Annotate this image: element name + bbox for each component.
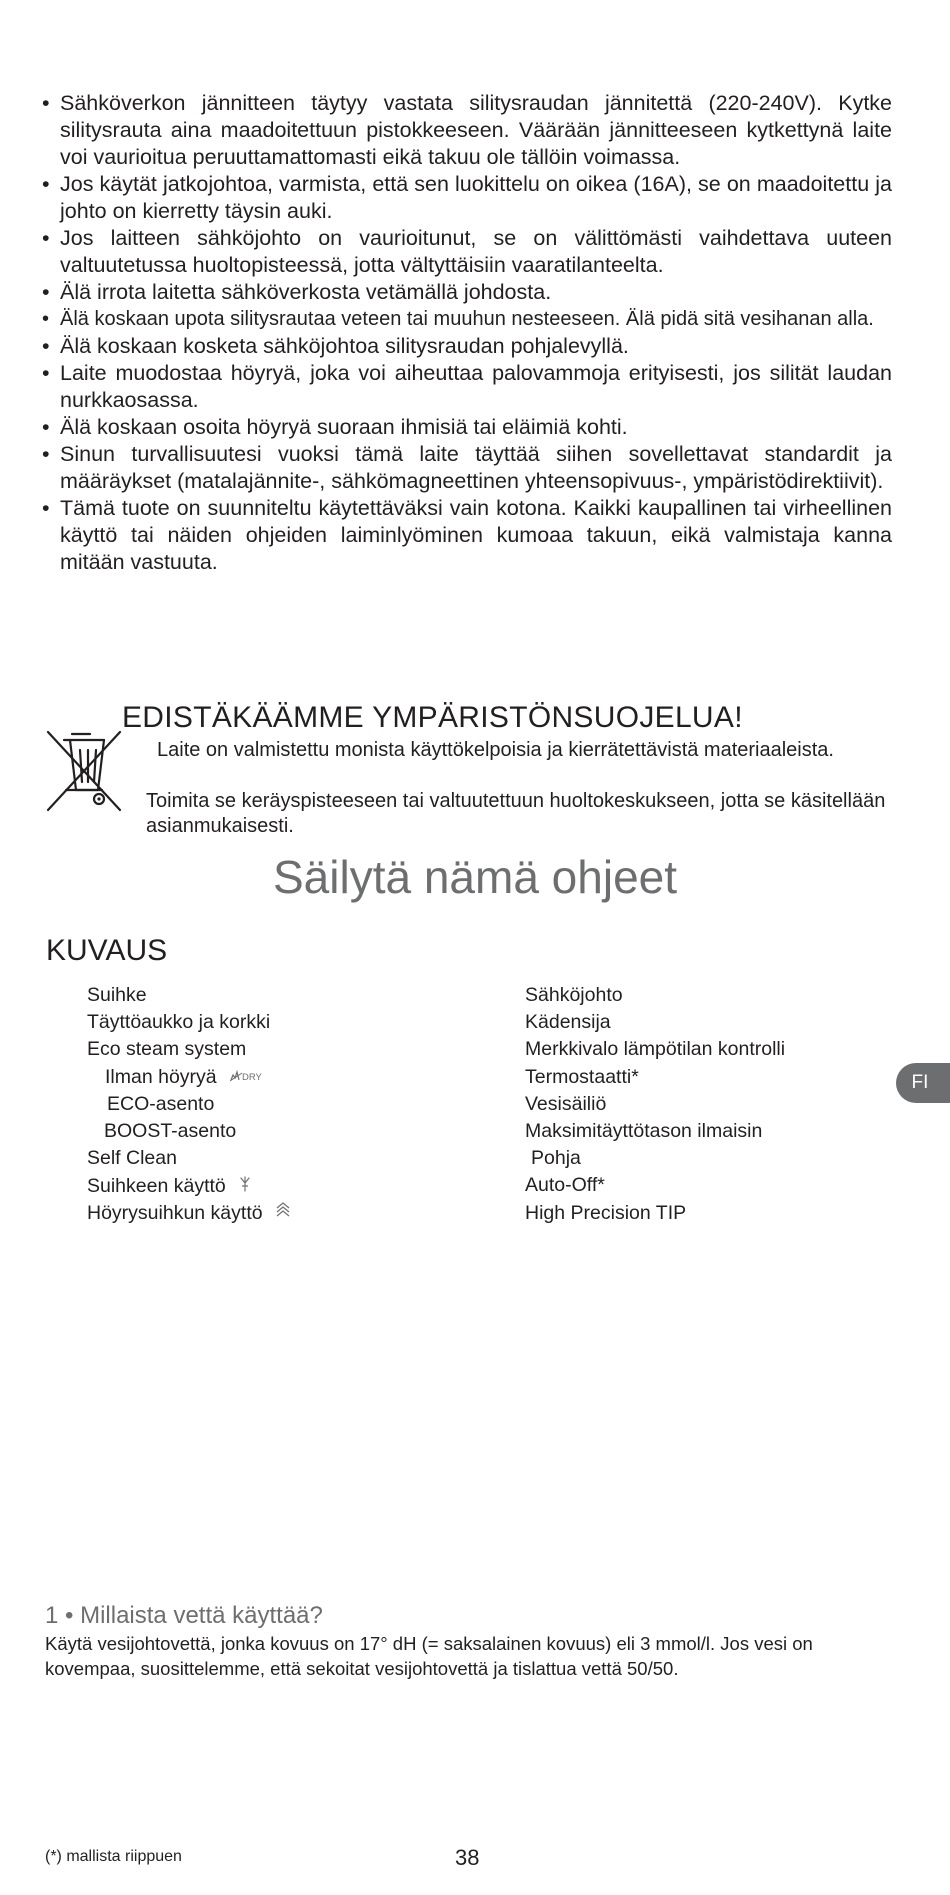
environment-heading: EDISTÄKÄÄMME YMPÄRISTÖNSUOJELUA! [122,701,743,734]
list-item [87,982,487,1009]
part-label: Self Clean [87,1147,177,1170]
list-item: • Sinun turvallisuutesi vuoksi tämä laite täyttää siihen sovellettavat standardit ja määräykset (matalajännite-, sähkömagneettinen yhteensopivuus-, ympäristödirektiivit). [42,441,892,495]
list-item: • Älä koskaan kosketa sähköjohtoa silitysraudan pohjalevyllä. [42,333,892,360]
parts-list-left [87,982,487,1228]
part-label: Täyttöaukko ja korkki [87,1011,271,1034]
spray-icon [239,1173,251,1200]
part-label: Suihke [87,984,147,1006]
list-item [87,1145,487,1172]
list-item [87,1173,487,1200]
dry-steam-icon [230,1064,272,1091]
list-item: • Jos käytät jatkojohtoa, varmista, että sen luokittelu on oikea (16A), se on maadoitettu ja johto on kierretty täysin auki. [42,171,892,225]
list-item [87,1064,487,1091]
list-item [87,1036,487,1063]
dry-label: DRY [242,1071,262,1083]
list-item [87,1009,487,1036]
list-item: • Älä irrota laitetta sähköverkosta vetämällä johdosta. [42,279,892,306]
steam-burst-icon [276,1200,290,1227]
list-item: Kädensija [525,1011,611,1034]
list-item: Auto-Off* [525,1174,605,1197]
list-item: High Precision TIP [525,1201,687,1224]
parts-list-right [525,982,905,1227]
part-label: Ilman höyryä [105,1065,217,1088]
safety-instructions-list [42,90,892,576]
list-item: Maksimitäyttötason ilmaisin [525,1120,763,1143]
part-label: Höyrysuihkun käyttö [87,1202,263,1225]
list-item: • Älä koskaan osoita höyryä suoraan ihmisiä tai eläimiä kohti. [42,414,892,441]
list-item [87,1118,487,1145]
description-title: KUVAUS [46,934,168,967]
crossed-out-wheelie-bin-icon [44,728,124,814]
list-item: Termostaatti* [525,1065,639,1088]
water-section-body: Käytä vesijohtovettä, jonka kovuus on 17° dH (= saksalainen kovuus) eli 3 mmol/l. Jos vesi on kovempaa, suosittelemme, että sekoitat vesijohtovettä ja tislattua vettä 50/50. [45,1633,813,1679]
list-item [87,1200,487,1227]
part-label: ECO-asento [107,1093,215,1116]
list-item: • Tämä tuote on suunniteltu käytettäväksi vain kotona. Kaikki kaupallinen tai virheellinen käyttö tai näiden ohjeiden laiminlyöminen kumoaa takuun, eikä valmistaja kanna mitään vastuuta. [42,495,892,576]
list-item: • Älä koskaan upota silitysrautaa veteen tai muuhun nesteeseen. Älä pidä sitä vesihanan alla. [42,306,892,333]
list-item: Sähköjohto [525,984,623,1006]
part-label: Suihkeen käyttö [87,1174,226,1197]
keep-instructions-title: Säilytä nämä ohjeet [272,851,678,903]
part-label: Eco steam system [87,1038,247,1061]
water-section-title: 1 • Millaista vettä käyttää? [45,1602,323,1629]
footnote: (*) mallista riippuen [45,1848,182,1865]
list-item: Merkkivalo lämpötilan kontrolli [525,1038,786,1061]
environment-paragraph: Toimita se keräyspisteeseen tai valtuutettuun huoltokeskukseen, jotta se käsitellään asianmukaisesti. [146,790,886,837]
list-item: • Laite muodostaa höyryä, joka voi aiheuttaa palovammoja erityisesti, jos silität laudan nurkkaosassa. [42,360,892,414]
page-number: 38 [455,1845,480,1870]
list-item: Pohja [531,1147,581,1170]
list-item [87,1091,487,1118]
language-tab: FI [896,1063,950,1103]
part-label: BOOST-asento [104,1120,237,1143]
list-item: Vesisäiliö [525,1092,607,1115]
list-item: • Jos laitteen sähköjohto on vaurioitunut, se on välittömästi vaihdettava uuteen valtuutetussa huoltopisteessä, jotta vältyttäisiin vaaratilanteelta. [42,225,892,279]
environment-paragraph: Laite on valmistettu monista käyttökelpoisia ja kierrätettävistä materiaaleista. [157,739,834,761]
list-item: • Sähköverkon jännitteen täytyy vastata silitysraudan jännitettä (220-240V). Kytke silitysrauta aina maadoitettuun pistokkeeseen. Väärään jännitteeseen kytkettynä laite voi vaurioitua peruuttamattomasti eikä takuu ole tällöin voimassa. [42,90,892,171]
